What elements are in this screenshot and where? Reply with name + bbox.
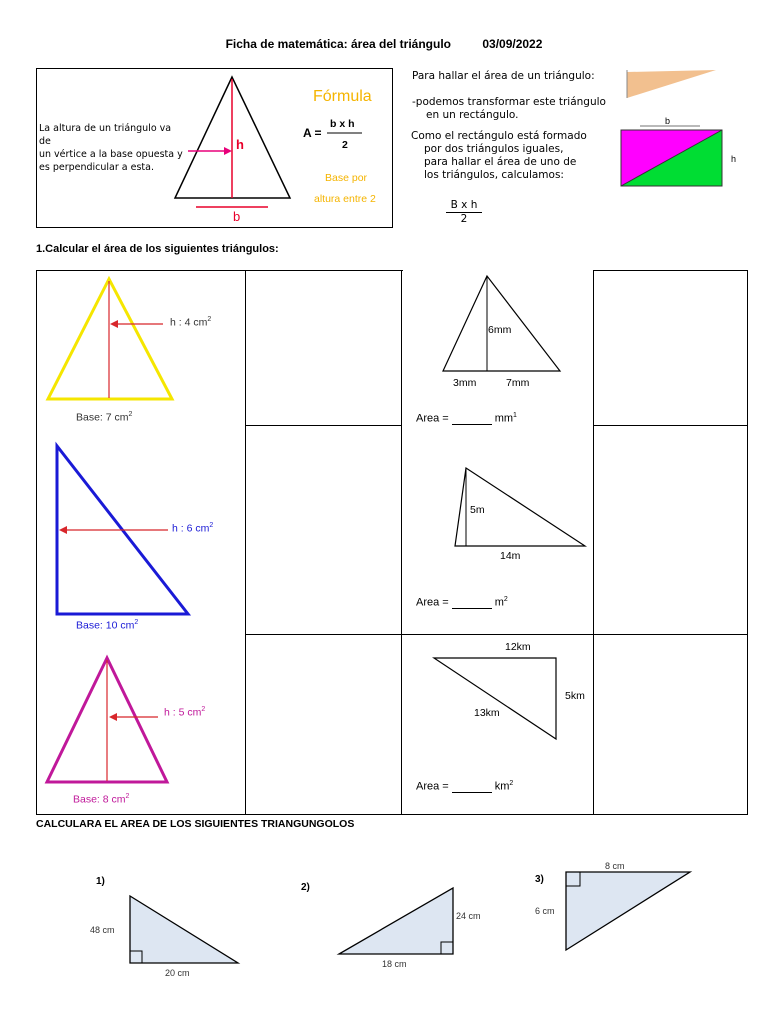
mm-base-left-label: 3mm — [453, 377, 477, 389]
label-sup: 2 — [125, 793, 130, 800]
label-text: h : 6 cm — [172, 522, 210, 535]
note-line-2: altura entre 2 — [314, 193, 376, 205]
note-line-1: Base por — [325, 172, 368, 184]
explanation-line-7: los triángulos, calculamos: — [424, 169, 564, 181]
triangle-1 — [130, 896, 238, 963]
explanation-line-4: Como el rectángulo está formado — [411, 130, 587, 142]
label-sup: 2 — [134, 619, 139, 626]
area-prefix: Area = — [416, 596, 449, 609]
label-text: Base: 7 cm — [76, 411, 129, 424]
explanation-line-6: para hallar el área de uno de — [424, 156, 577, 168]
area-sup: 2 — [509, 780, 514, 787]
area-unit: km — [494, 780, 510, 793]
rect-h-label: h — [731, 154, 737, 164]
triangle-3-top: 8 cm — [605, 861, 625, 871]
title-text: Ficha de matemática: área del triángulo — [225, 37, 451, 51]
triangle-2 — [339, 888, 453, 954]
area-prefix: Area = — [416, 780, 449, 793]
m-base-label: 14m — [500, 550, 521, 562]
explanation-line-3: en un rectángulo. — [426, 109, 519, 121]
area-sup: 2 — [503, 596, 508, 603]
triangle-3-number: 3) — [535, 874, 544, 885]
label-sup: 2 — [207, 316, 212, 323]
explanation-line-5: por dos triángulos iguales, — [424, 143, 564, 155]
formula-denominator: 2 — [342, 139, 348, 151]
section1-title: 1.Calcular el área de los siguientes triángulos: — [36, 243, 279, 255]
mm-base-right-label: 7mm — [506, 377, 530, 389]
label-text: Base: 10 cm — [76, 619, 135, 632]
label-text: Base: 8 cm — [73, 793, 126, 806]
triangle-1-base: 20 cm — [165, 968, 190, 978]
description-line: es perpendicular a esta. — [39, 162, 154, 173]
description-line: La altura de un triángulo va de — [39, 123, 172, 147]
label-text: h : 4 cm — [170, 316, 208, 329]
rect-b-label: b — [665, 116, 671, 126]
formula-title: Fórmula — [313, 88, 372, 105]
triangle-1-number: 1) — [96, 876, 105, 887]
triangle-2-side: 24 cm — [456, 911, 481, 921]
explanation-line-1: Para hallar el área de un triángulo: — [412, 70, 595, 82]
triangle-1-side: 48 cm — [90, 925, 115, 935]
triangle-2-base: 18 cm — [382, 959, 407, 969]
label-sup: 2 — [209, 522, 214, 529]
fraction-numerator: B x h — [450, 199, 478, 211]
label-text: h : 5 cm — [164, 706, 202, 719]
formula-lhs: A = — [303, 126, 322, 140]
km-top-label: 12km — [505, 641, 531, 653]
triangle-3 — [566, 872, 690, 950]
triangle-3-side: 6 cm — [535, 906, 555, 916]
b-label: b — [233, 209, 241, 224]
h-label: h — [236, 137, 244, 152]
area-prefix: Area = — [416, 412, 449, 425]
formula-numerator: b x h — [330, 118, 355, 130]
area-sup: 1 — [513, 412, 517, 419]
triangle-2-number: 2) — [301, 882, 310, 893]
label-sup: 2 — [128, 411, 133, 418]
area-unit: mm — [494, 412, 514, 425]
km-side-label: 5km — [565, 690, 585, 702]
explanation-line-2: -podemos transformar este triángulo — [412, 96, 606, 108]
m-height-label: 5m — [470, 504, 485, 516]
mm-height-label: 6mm — [488, 324, 512, 336]
area-unit: m — [494, 596, 504, 609]
title-date: 03/09/2022 — [482, 37, 543, 51]
label-sup: 2 — [201, 706, 206, 713]
fraction-denominator: 2 — [446, 212, 482, 225]
description-line: un vértice a la base opuesta y — [39, 149, 183, 160]
section2-title: CALCULARA EL AREA DE LOS SIGUIENTES TRIANGUNGOLOS — [36, 818, 355, 830]
km-hyp-label: 13km — [474, 707, 500, 719]
